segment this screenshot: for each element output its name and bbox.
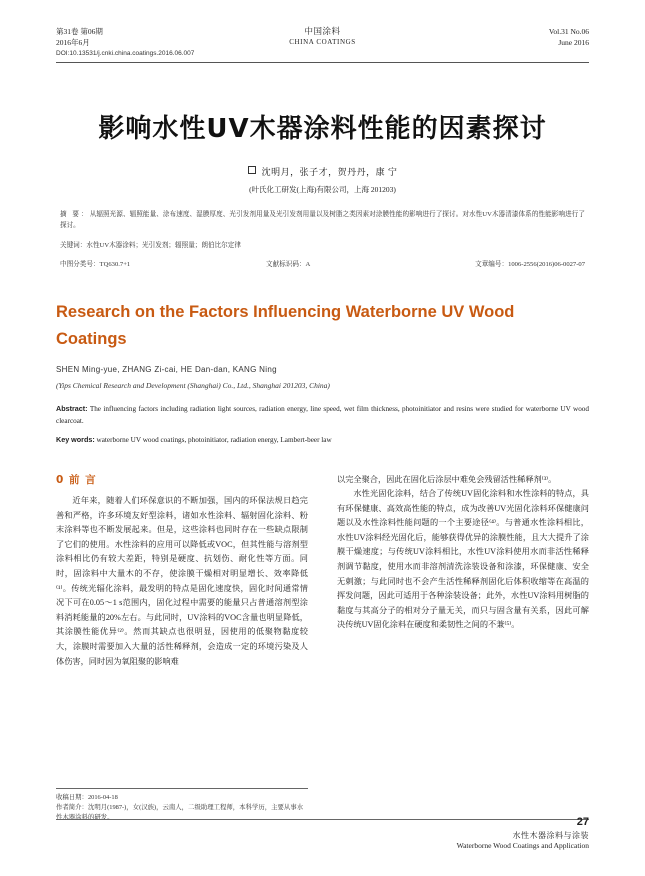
footnotes	[56, 788, 308, 823]
body-columns	[56, 473, 589, 773]
keywords-en-text: waterborne UV wood coatings, photoinitiator, radiation energy, Lambert-beer law	[94, 436, 332, 444]
page-content	[56, 26, 589, 850]
section-name-en: Waterborne Wood Coatings and Application	[456, 841, 589, 850]
authors-cn	[56, 165, 589, 178]
abstract-en-text: The influencing factors including radiation light sources, radiation energy, line speed, wet film thickness, photoinitiator and resins were studied for waterborne UV wood clearcoat.	[56, 405, 589, 425]
classification-line	[56, 258, 589, 269]
authors-cn-text: 沈明月，张子才，贺丹丹，康 宁	[261, 167, 398, 177]
section-title: 前 言	[68, 473, 97, 486]
affiliation-cn: (叶氏化工研发(上海)有限公司，上海 201203)	[249, 185, 396, 194]
header-left	[56, 26, 103, 48]
section-heading	[56, 473, 308, 488]
issue-date-en: June 2016	[558, 38, 589, 47]
keywords-cn-text: 水性UV木器涂料；光引发剂；辐照量；朗伯比尔定律	[86, 242, 241, 249]
abstract-cn-text: 从辐照光源、辐照能量、涂布速度、湿膜厚度、光引发剂用量及光引发剂用量以及树脂之类因素对涂膜性能的影响进行了探讨。对水性UV木器清漆体系的性能影响进行了探讨。	[60, 211, 585, 229]
journal-name-en: CHINA COATINGS	[289, 38, 356, 46]
journal-name-cn: 中国涂料	[304, 26, 341, 36]
doi-line: DOI:10.13531/j.cnki.china.coatings.2016.06.007	[56, 50, 195, 57]
affiliation-en: (Yips Chemical Research and Development (Shanghai) Co., Ltd., Shanghai 201203, China)	[56, 381, 330, 390]
paragraph: 水性光固化涂料，结合了传统UV固化涂料和水性涂料的特点，具有环保健康、高效高性能的特点，成为改善UV光固化涂料环保健康问题以及水性涂料性能问题的一个主要途径⁽⁴⁾。与普通水性涂料相比，水性UV涂料经光固化后，能够获得优异的涂膜性能，且大大提升了涂膜干燥速度；与传统UV涂料相比，水性UV涂料使用水而非活性稀释剂调节黏度，使用水而非溶剂清洗涂装设备和涂漆，环保健康、安全无刺激；与此同时也不会产生活性稀释剂固化后体积收缩等在高温的挥发问题，因此可适用于各种涂装设备；此外，水性UV涂料用树脂的黏度与其高分子的相对分子量无关，而只与固含量有关系，因此可解决传统UV固化涂料在硬度和柔韧性之间的不兼⁽⁵⁾。	[337, 489, 589, 630]
clc-number: 中图分类号：TQ630.7+1	[60, 261, 131, 268]
volume-issue: 第31卷 第06期	[56, 27, 103, 36]
paragraph: 近年来，随着人们环保意识的不断加强，国内的环保法规日趋完善和严格，许多环境友好型涂料，诸如水性涂料、辐射固化涂料、粉末涂料等也不断发展起来。但是，这些涂料也同时存在一些缺点限制了它们的使用。水性涂料的应用可以降低或VOC，但其性能与溶剂型涂料相比仍有较大差距，特别是硬度、抗划伤、耐化性等方面。同时，固涂料中大量木的不存，使涂膜干燥相对明显增长、效率降低⁽¹⁾。传统光辐化涂料，最发明的特点是固化速度快，固化时间通常情况下可在0.05～1 s范围内，固化过程中需要的能量只占普通溶剂型涂料消耗能量的20%左右。与此同时，UV涂料的VOC含量也明显降低，其涂膜性能优异⁽²⁾。然而其缺点也很明显，因使用的低聚物黏度较大，涂膜时需要加入大量的活性稀释剂，会造成一定的环境污染及人体伤害，同时因为氧阻聚的影响难	[56, 496, 308, 666]
article-id: 文章编号：1006-2556(2016)06-0027-07	[475, 261, 585, 268]
issue-date-cn: 2016年6月	[56, 38, 90, 47]
article-title-en: Research on the Factors Influencing Waterborne UV Wood Coatings	[56, 303, 515, 348]
page-header	[56, 26, 589, 66]
abstract-cn	[56, 209, 589, 231]
column-left	[56, 473, 308, 670]
header-divider	[56, 62, 589, 63]
keywords-cn	[56, 239, 589, 249]
page-footer	[457, 816, 589, 850]
header-right	[549, 26, 589, 48]
keywords-en	[56, 434, 589, 447]
column-right	[337, 473, 589, 634]
section-number: 0	[56, 473, 65, 486]
volume-issue-en: Vol.31 No.06	[548, 27, 589, 36]
section-name-cn: 水性木器涂料与涂装	[512, 831, 589, 840]
document-code: 文献标识码：A	[266, 261, 311, 268]
page-number: 27	[576, 816, 589, 828]
abstract-en-label: Abstract:	[56, 404, 88, 413]
keywords-cn-label: 关键词：	[60, 242, 87, 249]
authors-en: SHEN Ming-yue, ZHANG Zi-cai, HE Dan-dan, KANG Ning	[56, 365, 277, 374]
keywords-en-label: Key words:	[56, 435, 95, 444]
abstract-en	[56, 403, 589, 427]
received-date: 收稿日期：2016-04-18	[56, 788, 308, 803]
abstract-cn-label: 摘 要：	[60, 211, 90, 218]
article-title-cn: 影响水性UV木器涂料性能的因素探讨	[98, 114, 547, 144]
author-bio: 作者简介：沈明月(1987-)，女(汉族)，云南人，二级助理工程师，本科学历，主要从事水性木器涂料的研发。	[56, 804, 304, 821]
paragraph: 以完全聚合，因此在固化后涂层中难免会残留活性稀释剂⁽³⁾。	[337, 474, 557, 484]
header-center	[289, 26, 356, 48]
square-bullet-icon	[248, 166, 256, 174]
